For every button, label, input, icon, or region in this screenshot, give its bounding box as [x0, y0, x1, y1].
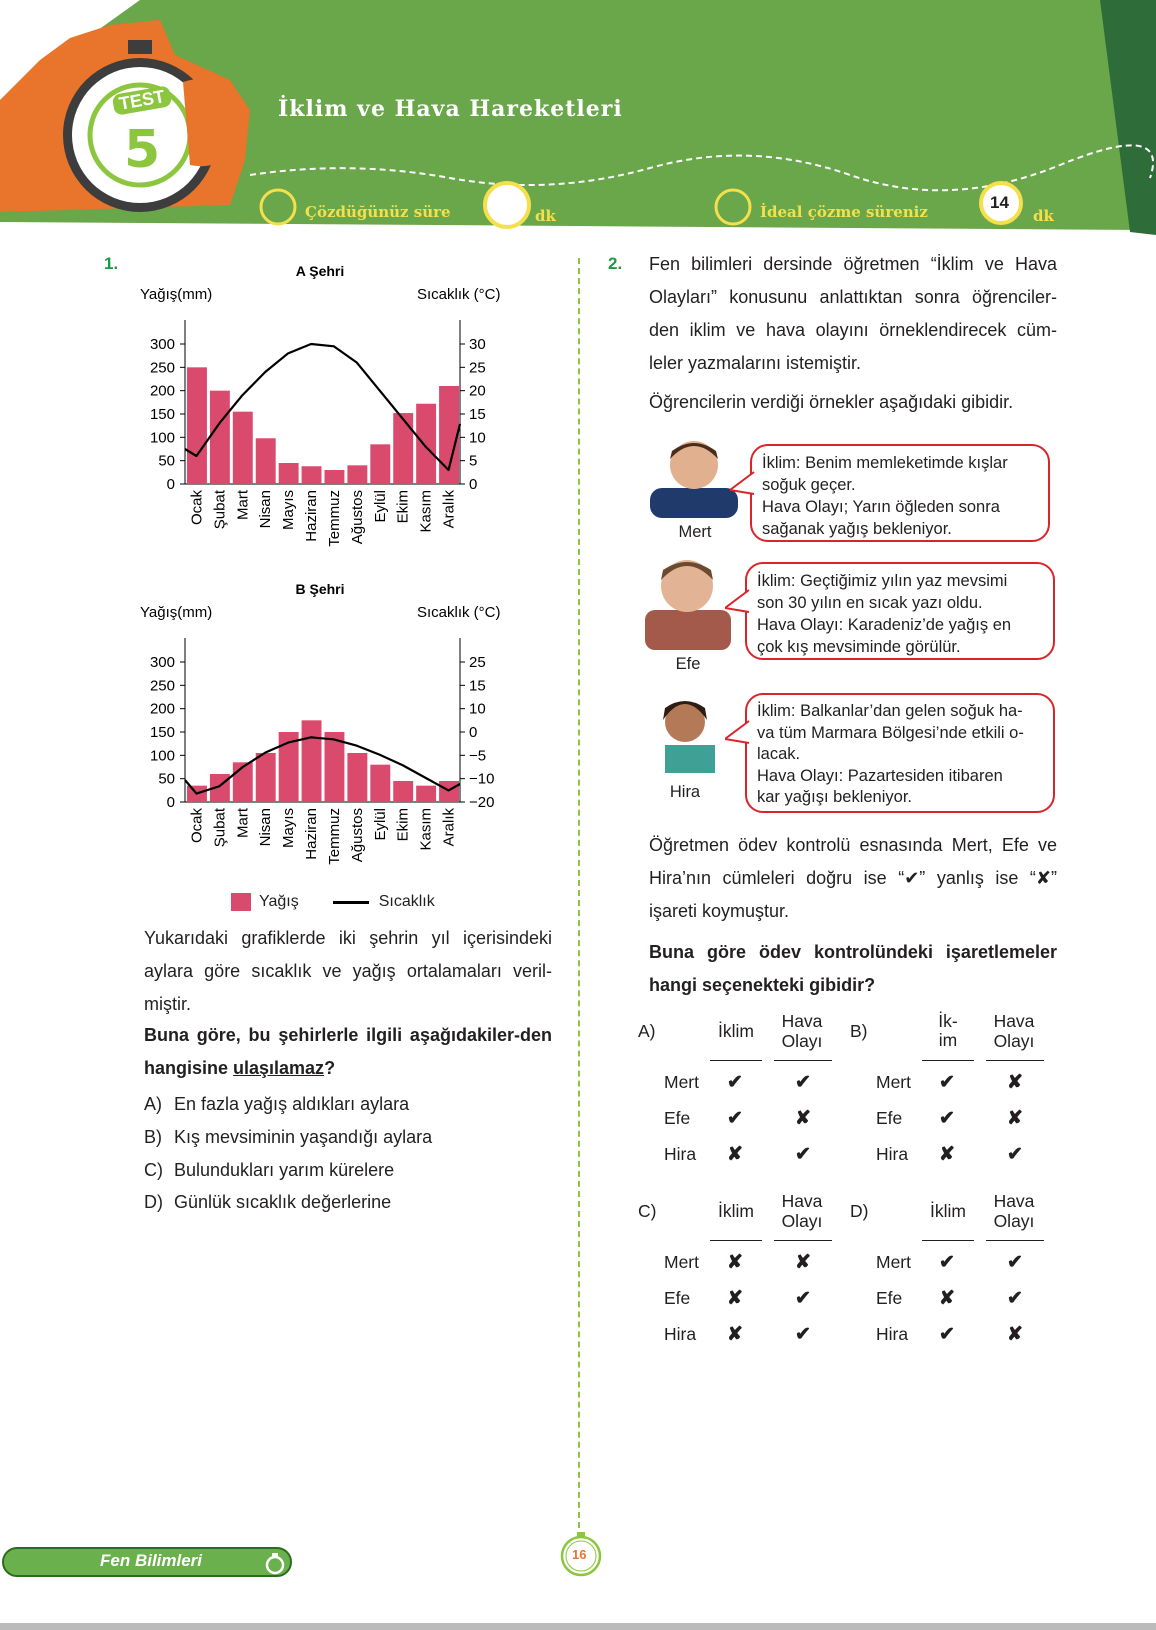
- option-text: Günlük sıcaklık değerlerine: [174, 1192, 392, 1212]
- your-time-unit: dk: [535, 207, 556, 225]
- bubble-line: son 30 yılın en sıcak yazı oldu.: [757, 594, 983, 612]
- row-name: Mert: [664, 1252, 699, 1272]
- bar-Eylül: [370, 765, 390, 802]
- bubble-line: İklim: Benim memleketimde kışlar: [762, 454, 1008, 472]
- col-header-climate: İk- im: [938, 1011, 958, 1050]
- option-letter: D): [144, 1192, 163, 1212]
- bar-Mayıs: [279, 463, 299, 484]
- y-tick-label-right: 10: [469, 700, 486, 718]
- option-letter: A): [638, 1021, 656, 1041]
- row-name: Efe: [664, 1108, 691, 1128]
- student-name: Hira: [669, 783, 701, 801]
- x-tick-label: Ağustos: [348, 490, 366, 545]
- option-letter: B): [850, 1021, 868, 1041]
- bar-Kasım: [416, 786, 436, 802]
- option-letter: A): [144, 1094, 162, 1114]
- mark-climate: ✔: [939, 1072, 955, 1093]
- header-underline: [710, 1240, 762, 1241]
- bubble-line: Hava Olayı; Yarın öğleden sonra: [762, 498, 1000, 516]
- y-tick-label-right: −20: [469, 794, 495, 811]
- x-tick-label: Mayıs: [280, 490, 298, 531]
- bottom-bar: [0, 1623, 1156, 1630]
- question-2-number: 2.: [608, 254, 623, 273]
- bar-Eylül: [370, 444, 390, 484]
- x-tick-label: Ekim: [394, 808, 412, 842]
- option-text: Bulundukları yarım kürelere: [174, 1160, 395, 1180]
- ideal-time-value: 14: [990, 193, 1009, 212]
- header-underline: [986, 1240, 1044, 1241]
- student-hira: [645, 690, 725, 802]
- mark-weather: ✔: [1007, 1144, 1023, 1165]
- header-underline: [922, 1240, 974, 1241]
- bar-Ocak: [187, 367, 207, 484]
- y-tick-label-right: 15: [469, 677, 486, 695]
- bubble-line: Hava Olayı: Pazartesiden itibaren: [757, 766, 1003, 785]
- question-1-prompt-text: Buna göre, bu şehirlerle ilgili aşağıdakiler-den hangisine: [144, 1025, 552, 1078]
- q2-option-c[interactable]: [638, 1192, 858, 1362]
- col-header-climate: İklim: [930, 1201, 966, 1221]
- y-tick-label-left: 300: [149, 336, 175, 353]
- option-text: En fazla yağış aldıkları aylara: [174, 1094, 410, 1114]
- speech-bubble-efe: [745, 562, 1055, 660]
- col-header-weather-2: Olayı: [781, 1031, 823, 1051]
- y-tick-label-right: 25: [469, 359, 486, 377]
- column-divider: [578, 258, 580, 1528]
- x-tick-label: Kasım: [417, 808, 435, 851]
- x-tick-label: Nisan: [257, 808, 275, 847]
- student-photo: [645, 690, 725, 778]
- y-tick-label-left: 300: [149, 654, 175, 671]
- x-tick-label: Mart: [234, 808, 252, 838]
- col-header-weather-2: Olayı: [781, 1211, 823, 1231]
- mark-climate: ✔: [727, 1072, 743, 1093]
- y-tick-label-right: 20: [469, 382, 486, 400]
- col-header-weather-1: Hava: [993, 1011, 1035, 1031]
- col-header-weather-2: Olayı: [993, 1031, 1035, 1051]
- bar-Ekim: [393, 413, 413, 484]
- row-name: Mert: [876, 1072, 911, 1092]
- y-tick-label-right: 30: [469, 336, 486, 353]
- speech-bubble-mert: [750, 444, 1050, 542]
- student-name: Efe: [675, 655, 701, 673]
- student-photo: [643, 550, 733, 650]
- row-name: Hira: [664, 1144, 697, 1164]
- bar-Ekim: [393, 781, 413, 802]
- student-name: Mert: [678, 523, 712, 541]
- bar-Haziran: [302, 466, 322, 484]
- q1-option-c[interactable]: [144, 1160, 394, 1181]
- student-efe: [643, 550, 733, 674]
- question-2-intro: Öğrencilerin verdiği örnekler aşağıdaki gibidir.: [649, 392, 1014, 412]
- chart-city-a: [130, 262, 550, 552]
- header-banner: [0, 0, 1156, 235]
- bar-Nisan: [256, 753, 276, 802]
- bubble-tail: [730, 470, 756, 496]
- x-tick-label: Haziran: [303, 808, 321, 860]
- y-tick-label-left: 50: [158, 770, 175, 788]
- bar-Temmuz: [325, 470, 345, 484]
- option-text: Kış mevsiminin yaşandığı aylara: [174, 1127, 433, 1147]
- y-tick-label-left: 100: [149, 747, 175, 765]
- x-tick-label: Şubat: [211, 808, 229, 848]
- mark-weather: ✔: [795, 1144, 811, 1165]
- row-name: Hira: [876, 1324, 909, 1344]
- mark-climate: ✘: [727, 1324, 743, 1345]
- y-tick-label-left: 200: [149, 700, 175, 718]
- mark-climate: ✔: [727, 1108, 743, 1129]
- page-title: İklim ve Hava Hareketleri: [278, 96, 623, 122]
- y-tick-label-right: 0: [469, 476, 478, 493]
- q1-option-b[interactable]: [144, 1127, 432, 1148]
- q2-option-d[interactable]: [850, 1192, 1070, 1362]
- y-tick-label-left: 150: [149, 724, 175, 741]
- x-tick-label: Mayıs: [280, 808, 298, 849]
- option-letter: D): [850, 1201, 869, 1221]
- y-tick-label-left: 0: [166, 476, 175, 493]
- bubble-line: va tüm Marmara Bölgesi’nde etkili o-: [757, 723, 1024, 742]
- col-header-weather-2: Olayı: [993, 1211, 1035, 1231]
- x-tick-label: Ekim: [394, 490, 412, 524]
- bubble-line: İklim: Balkanlar’dan gelen soğuk ha-: [757, 702, 1023, 720]
- y-tick-label-right: −10: [469, 770, 495, 788]
- y-tick-label-right: 15: [469, 406, 486, 423]
- y-tick-label-left: 0: [166, 794, 175, 811]
- question-1-prompt-underlined: ulaşılamaz: [233, 1058, 325, 1078]
- q2-option-a[interactable]: [638, 1012, 858, 1182]
- bubble-line: İklim: Geçtiğimiz yılın yaz mevsimi: [757, 572, 1008, 590]
- mark-weather: ✔: [1007, 1252, 1023, 1273]
- y-tick-label-right: −5: [469, 747, 487, 765]
- header-underline: [922, 1060, 974, 1061]
- mark-climate: ✘: [727, 1144, 743, 1165]
- bar-Aralık: [439, 781, 459, 802]
- y-tick-label-left: 50: [158, 452, 175, 470]
- mark-weather: ✘: [1007, 1324, 1023, 1345]
- bubble-line: çok kış mevsiminde görülür.: [757, 638, 961, 656]
- q1-option-a[interactable]: [144, 1094, 409, 1115]
- y-axis-right-label: Sıcaklık (°C): [417, 286, 501, 303]
- col-header-weather-1: Hava: [993, 1191, 1035, 1211]
- question-2-prompt: Buna göre ödev kontrolündeki işaretlemeler hangi seçenekteki gibidir?: [649, 942, 1057, 995]
- x-tick-label: Aralık: [440, 490, 458, 529]
- bubble-line: soğuk geçer.: [762, 476, 856, 494]
- y-axis-left-label: Yağış(mm): [140, 286, 213, 303]
- row-name: Efe: [664, 1288, 691, 1308]
- mark-climate: ✔: [939, 1108, 955, 1129]
- question-2-check-text: Öğretmen ödev kontrolü esnasında Mert, Efe ve Hira’nın cümleleri doğru ise “✔” yanlış ise “✘” işareti koymuştur.: [649, 835, 1057, 921]
- row-name: Hira: [876, 1144, 909, 1164]
- chart-city-b: [130, 580, 550, 870]
- legend-bar-swatch: [231, 893, 251, 911]
- question-1-prompt: [144, 1019, 552, 1085]
- page-number: 16: [572, 1547, 587, 1562]
- question-1-number: 1.: [104, 254, 119, 273]
- y-tick-label-left: 100: [149, 429, 175, 447]
- y-axis-right-label: Sıcaklık (°C): [417, 604, 501, 621]
- y-tick-label-left: 200: [149, 382, 175, 400]
- ideal-time-unit: dk: [1033, 207, 1054, 225]
- bubble-tail: [725, 588, 751, 614]
- y-axis-left-label: Yağış(mm): [140, 604, 213, 621]
- y-tick-label-right: 0: [469, 724, 478, 741]
- subject-label: Fen Bilimleri: [100, 1551, 203, 1570]
- question-1-prompt-mark: ?: [324, 1058, 336, 1078]
- student-mert: [650, 433, 740, 542]
- question-1-stem: Yukarıdaki grafiklerde iki şehrin yıl içerisindeki aylara göre sıcaklık ve yağış ortalamaları veril-miştir.: [144, 928, 552, 1014]
- test-number: 5: [124, 120, 161, 180]
- bar-Şubat: [210, 391, 230, 484]
- row-name: Hira: [664, 1324, 697, 1344]
- mark-weather: ✘: [795, 1108, 811, 1129]
- q2-option-b[interactable]: [850, 1012, 1070, 1182]
- row-name: Mert: [664, 1072, 699, 1092]
- x-tick-label: Haziran: [303, 490, 321, 542]
- mark-climate: ✘: [939, 1144, 955, 1165]
- header-underline: [774, 1060, 832, 1061]
- x-tick-label: Eylül: [371, 490, 389, 523]
- mark-climate: ✘: [939, 1288, 955, 1309]
- header-underline: [986, 1060, 1044, 1061]
- q1-option-d[interactable]: [144, 1192, 391, 1213]
- x-tick-label: Mart: [234, 490, 252, 520]
- x-tick-label: Temmuz: [325, 808, 343, 865]
- bar-Haziran: [302, 720, 322, 802]
- your-time-label: Çözdüğünüz süre: [305, 203, 451, 221]
- question-2-stem: Fen bilimleri dersinde öğretmen “İklim ve Hava Olayları” konusunu anlattıktan sonra öğrenciler-den iklim ve hava olayını örneklendirecek cüm-leler yazmalarını istemiştir.: [649, 254, 1057, 373]
- x-tick-label: Temmuz: [325, 490, 343, 547]
- y-tick-label-left: 250: [149, 677, 175, 695]
- bar-Ağustos: [347, 465, 367, 484]
- mark-weather: ✔: [1007, 1288, 1023, 1309]
- bar-Mart: [233, 412, 253, 484]
- mark-weather: ✘: [1007, 1072, 1023, 1093]
- mark-weather: ✘: [795, 1252, 811, 1273]
- y-tick-label-right: 10: [469, 429, 486, 447]
- x-tick-label: Şubat: [211, 490, 229, 530]
- chart-legend: [231, 893, 435, 911]
- test-label: TEST: [112, 85, 173, 116]
- mark-climate: ✘: [727, 1288, 743, 1309]
- bubble-line: Hava Olayı: Karadeniz’de yağış en: [757, 616, 1012, 634]
- option-letter: C): [144, 1160, 163, 1180]
- row-name: Mert: [876, 1252, 911, 1272]
- col-header-weather-1: Hava: [781, 1011, 823, 1031]
- bar-Kasım: [416, 404, 436, 484]
- ideal-time-label: İdeal çözme süreniz: [760, 203, 928, 221]
- col-header-climate: İklim: [718, 1201, 754, 1221]
- bubble-line: sağanak yağış bekleniyor.: [762, 520, 952, 538]
- legend-line-swatch: [333, 901, 369, 904]
- bar-Nisan: [256, 438, 276, 484]
- legend-line-label: Sıcaklık: [378, 893, 435, 910]
- option-letter: B): [144, 1127, 162, 1147]
- bubble-line: kar yağışı bekleniyor.: [757, 788, 912, 806]
- bubble-tail: [725, 719, 751, 745]
- mark-climate: ✔: [939, 1324, 955, 1345]
- x-tick-label: Ocak: [188, 490, 206, 526]
- mark-weather: ✔: [795, 1288, 811, 1309]
- header-underline: [710, 1060, 762, 1061]
- row-name: Efe: [876, 1288, 903, 1308]
- mark-climate: ✔: [939, 1252, 955, 1273]
- y-tick-label-left: 150: [149, 406, 175, 423]
- col-header-climate: İklim: [718, 1021, 754, 1041]
- bar-Ağustos: [347, 753, 367, 802]
- option-letter: C): [638, 1201, 657, 1221]
- y-tick-label-right: 25: [469, 654, 486, 671]
- mark-weather: ✘: [1007, 1108, 1023, 1129]
- mark-climate: ✘: [727, 1252, 743, 1273]
- mark-weather: ✔: [795, 1324, 811, 1345]
- bubble-line: lacak.: [757, 745, 801, 763]
- stopwatch-icon: [264, 1551, 286, 1575]
- row-name: Efe: [876, 1108, 903, 1128]
- x-tick-label: Kasım: [417, 490, 435, 533]
- col-header-weather-1: Hava: [781, 1191, 823, 1211]
- y-tick-label-right: 5: [469, 452, 478, 470]
- header-underline: [774, 1240, 832, 1241]
- x-tick-label: Ocak: [188, 808, 206, 844]
- x-tick-label: Nisan: [257, 490, 275, 529]
- chart-title: B Şehri: [295, 581, 345, 597]
- mark-weather: ✔: [795, 1072, 811, 1093]
- student-photo: [650, 433, 740, 518]
- x-tick-label: Ağustos: [348, 808, 366, 863]
- y-tick-label-left: 250: [149, 359, 175, 377]
- speech-bubble-hira: [745, 693, 1055, 813]
- chart-title: A Şehri: [295, 263, 345, 279]
- legend-bar-label: Yağış: [259, 893, 299, 910]
- x-tick-label: Eylül: [371, 808, 389, 841]
- x-tick-label: Aralık: [440, 808, 458, 847]
